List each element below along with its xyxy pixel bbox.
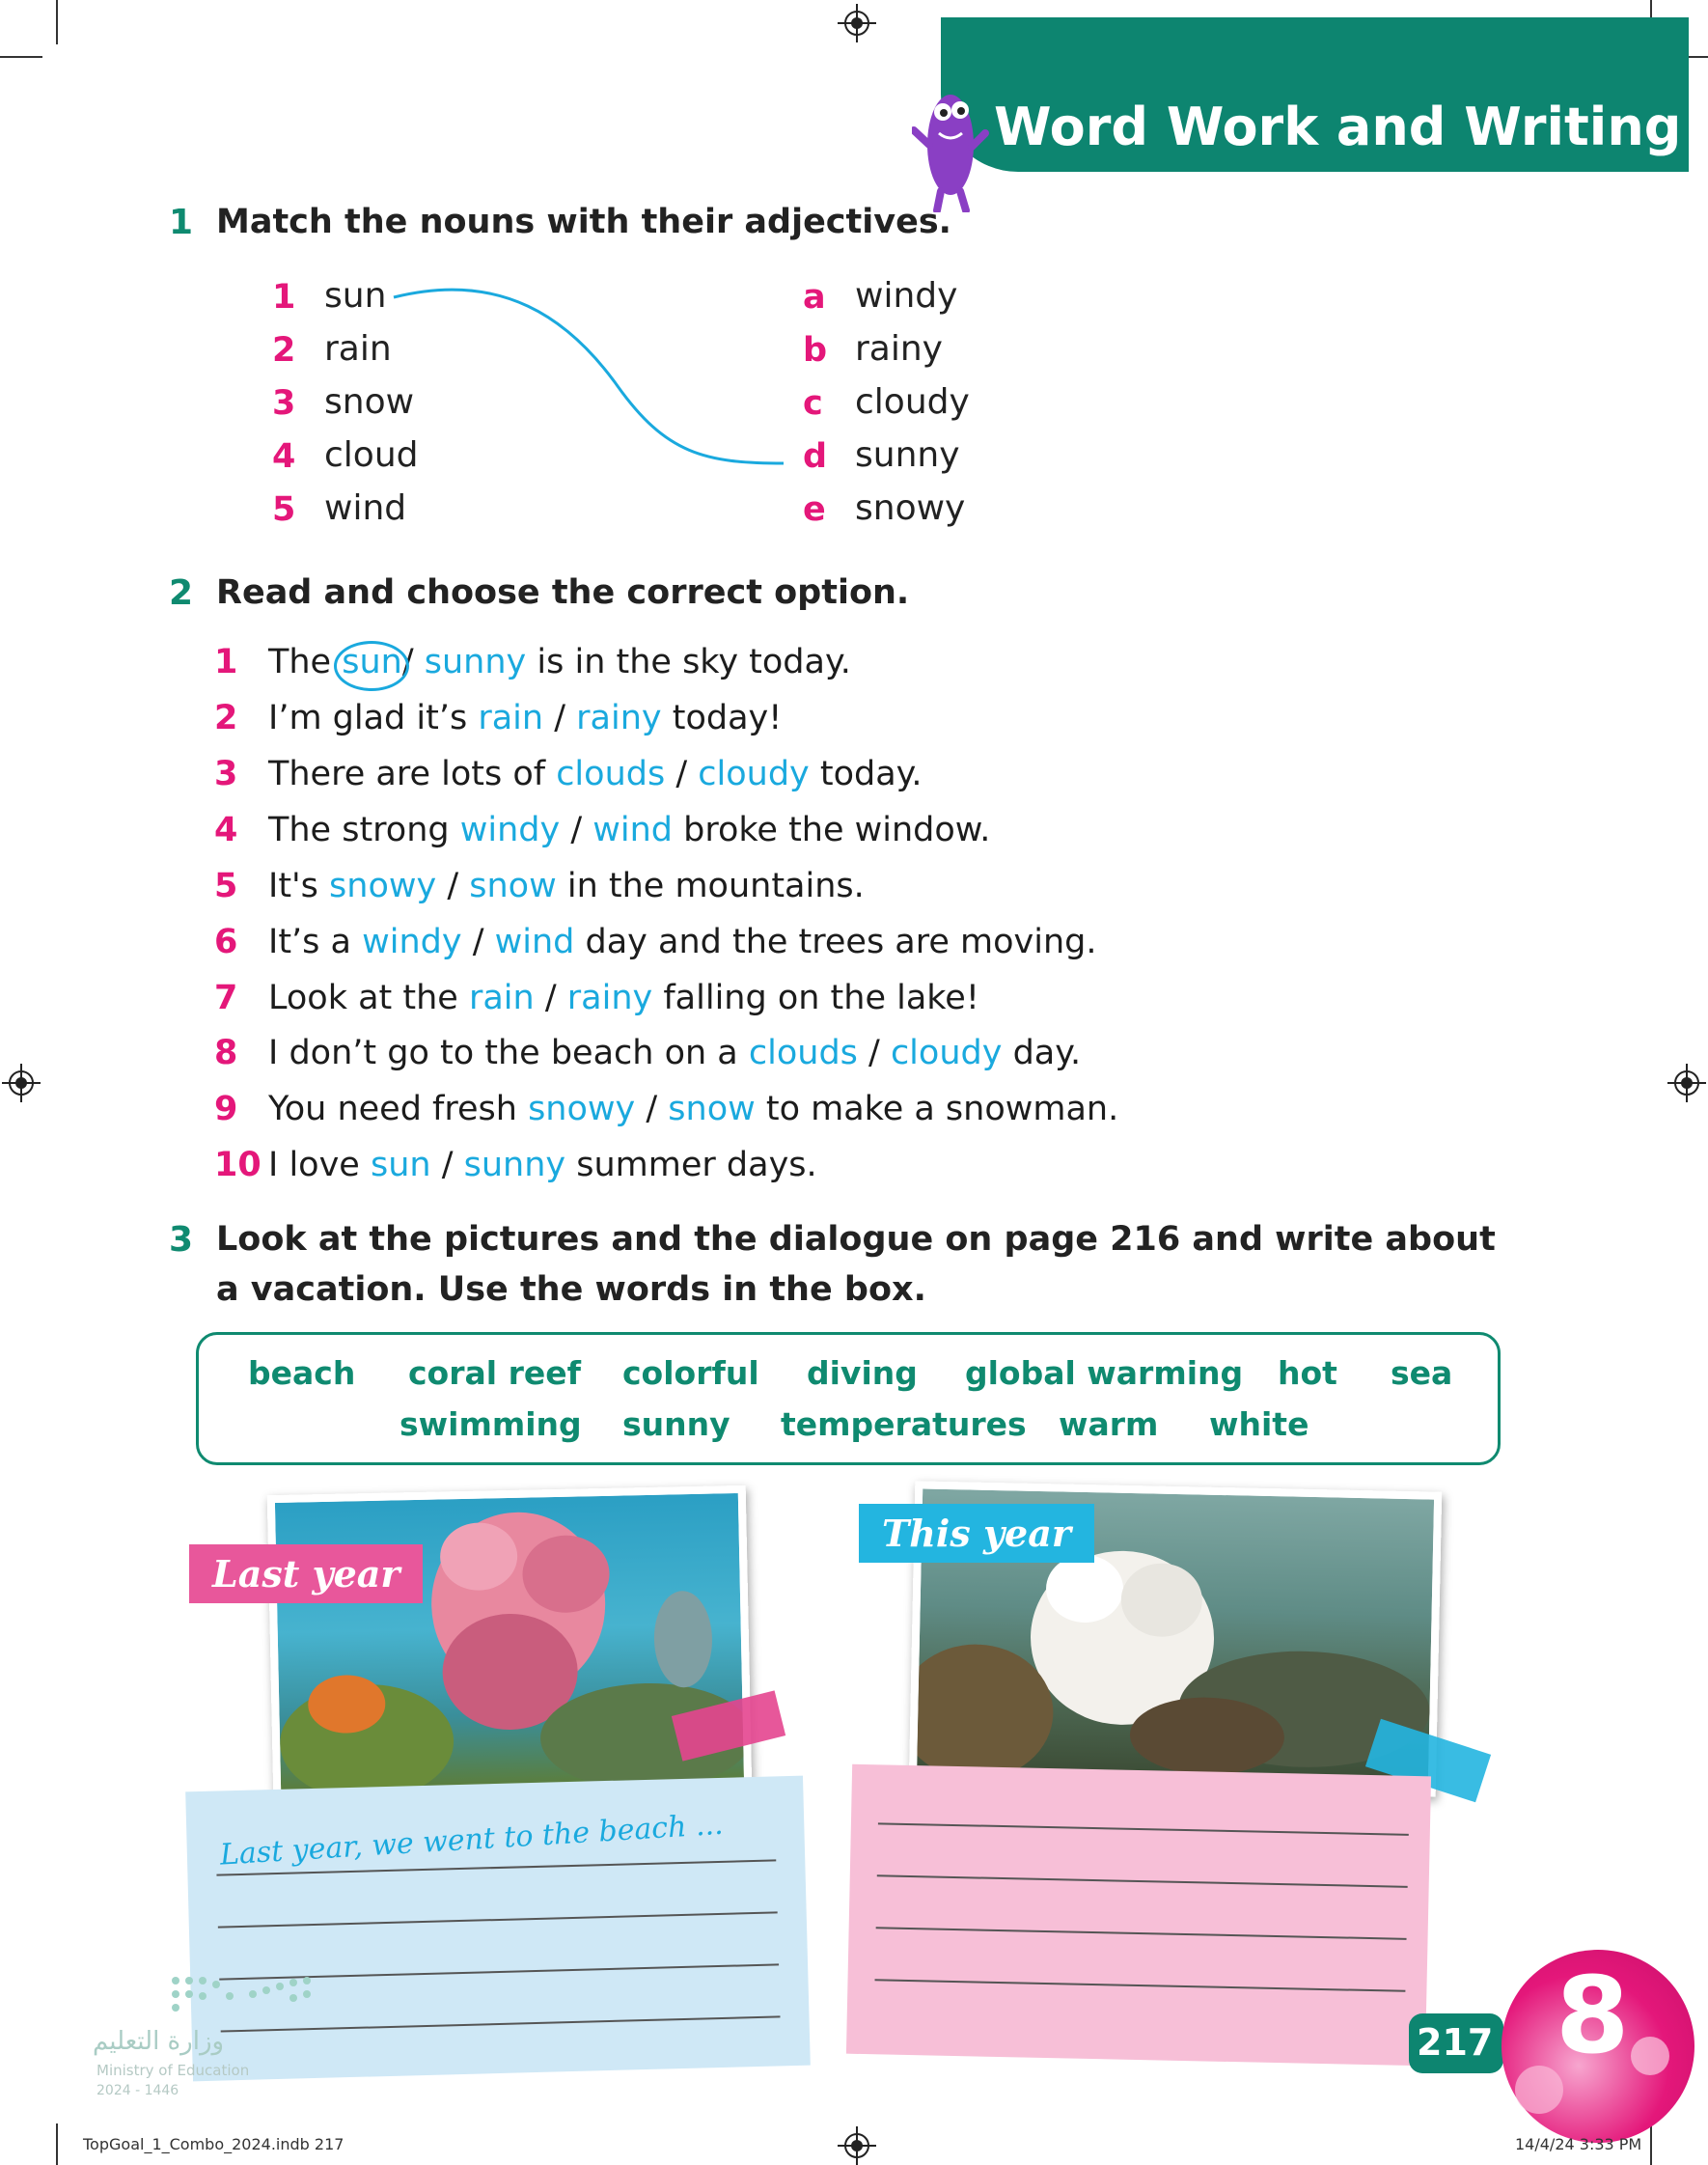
crop-mark — [1650, 2123, 1652, 2165]
adjective-word: sunny — [855, 435, 960, 475]
noun-word: sun — [324, 276, 387, 316]
question-text: It's — [268, 867, 330, 905]
answer-option[interactable]: cloudy — [698, 755, 810, 793]
question-number: 1 — [214, 643, 238, 681]
label-last-year: Last year — [189, 1544, 423, 1603]
question-number: 10 — [214, 1146, 262, 1184]
label-this-year: This year — [859, 1504, 1094, 1563]
question-row — [214, 1090, 1118, 1128]
word-box-item: sea — [1391, 1354, 1453, 1392]
question-row — [214, 1146, 817, 1184]
question-number: 6 — [214, 923, 238, 961]
word-box-item: temperatures — [781, 1405, 1027, 1443]
question-text: There are lots of — [268, 755, 557, 793]
question-text: You need fresh — [268, 1090, 529, 1128]
option-separator: / — [635, 1090, 669, 1128]
adjective-letter: b — [803, 331, 828, 370]
question-text: broke the window. — [673, 811, 991, 849]
exercise-number: 1 — [169, 203, 194, 242]
writing-paper-last-year — [185, 1776, 811, 2082]
question-row — [214, 643, 851, 681]
question-row — [214, 699, 782, 737]
word-box-item: diving — [807, 1354, 918, 1392]
question-text: to make a snowman. — [755, 1090, 1119, 1128]
question-text: Look at the — [268, 979, 469, 1017]
word-box-item: hot — [1278, 1354, 1337, 1392]
answer-option[interactable]: rainy — [576, 699, 662, 737]
option-separator: / — [665, 755, 699, 793]
writing-line — [877, 1874, 1408, 1888]
noun-word: cloud — [324, 435, 419, 475]
exercise-number: 3 — [169, 1220, 194, 1260]
question-text: today! — [661, 699, 783, 737]
question-number: 7 — [214, 979, 238, 1017]
registration-mark-icon — [838, 4, 876, 42]
writing-line — [218, 1911, 778, 1928]
photo-last-year — [267, 1485, 753, 1800]
exercise-instruction: Look at the pictures and the dialogue on page 216 and write about — [216, 1220, 1496, 1259]
adjective-word: windy — [855, 276, 958, 316]
noun-word: rain — [324, 329, 392, 369]
noun-word: snow — [324, 382, 415, 422]
page-number: 217 — [1417, 2021, 1494, 2064]
exercise-instruction: Read and choose the correct option. — [216, 573, 910, 612]
question-text: I’m glad it’s — [268, 699, 479, 737]
question-text: It’s a — [268, 923, 363, 961]
question-text: falling on the lake! — [652, 979, 979, 1017]
option-separator: / — [401, 643, 425, 681]
word-box-item: sunny — [622, 1405, 730, 1443]
answer-option[interactable]: clouds — [556, 755, 666, 793]
exercise-number: 2 — [169, 573, 194, 613]
question-text: summer days. — [565, 1146, 817, 1184]
answer-option[interactable]: cloudy — [890, 1034, 1003, 1072]
match-line-example — [386, 280, 801, 473]
option-separator: / — [560, 811, 593, 849]
question-number: 2 — [214, 699, 238, 737]
answer-option[interactable]: snow — [668, 1090, 756, 1128]
exercise-instruction: a vacation. Use the words in the box. — [216, 1270, 926, 1309]
noun-word: wind — [324, 488, 407, 528]
answer-option[interactable]: snowy — [528, 1090, 636, 1128]
crop-mark — [56, 0, 58, 44]
noun-number: 3 — [272, 384, 296, 423]
question-text: today. — [809, 755, 923, 793]
registration-mark-icon — [1667, 1064, 1706, 1102]
word-box-item: colorful — [622, 1354, 759, 1392]
word-box — [196, 1332, 1501, 1465]
page-title: Word Work and Writing — [994, 97, 1682, 157]
registration-mark-icon — [2, 1064, 41, 1102]
footer-filename: TopGoal_1_Combo_2024.indb 217 — [83, 2135, 344, 2153]
answer-option[interactable]: sun — [342, 643, 402, 681]
exercise-instruction: Match the nouns with their adjectives. — [216, 203, 951, 241]
adjective-letter: d — [803, 437, 828, 476]
word-box-item: white — [1209, 1405, 1309, 1443]
answer-option[interactable]: windy — [459, 811, 561, 849]
answer-option[interactable]: rainy — [566, 979, 653, 1017]
noun-number: 1 — [272, 278, 296, 317]
answer-option[interactable]: wind — [592, 811, 674, 849]
noun-number: 4 — [272, 437, 296, 476]
adjective-word: cloudy — [855, 382, 970, 422]
question-text: day and the trees are moving. — [574, 923, 1097, 961]
question-number: 5 — [214, 867, 238, 905]
question-text: I love — [268, 1146, 371, 1184]
answer-option[interactable]: clouds — [748, 1034, 858, 1072]
ministry-arabic-name: وزارة التعليم — [93, 2027, 225, 2056]
answer-circle-example — [334, 641, 409, 691]
option-separator: / — [534, 979, 567, 1017]
answer-option[interactable]: wind — [494, 923, 575, 961]
answer-option[interactable]: snow — [469, 867, 557, 905]
adjective-word: rainy — [855, 329, 943, 369]
word-box-item: warm — [1059, 1405, 1159, 1443]
writing-line — [878, 1822, 1409, 1836]
question-text: is in the sky today. — [526, 643, 851, 681]
question-number: 8 — [214, 1034, 238, 1072]
ministry-year: 2024 - 1446 — [96, 2083, 179, 2098]
question-text: in the mountains. — [556, 867, 865, 905]
writing-paper-this-year — [846, 1764, 1431, 2066]
answer-option[interactable]: rain — [478, 699, 544, 737]
unit-number: 8 — [1556, 1954, 1630, 2077]
ministry-english-name: Ministry of Education — [96, 2062, 250, 2079]
question-row — [214, 1034, 1081, 1072]
example-sentence: Last year, we went to the beach ... — [219, 1807, 725, 1873]
question-text: day. — [1002, 1034, 1082, 1072]
footer-date: 14/4/24 3:33 PM — [1515, 2135, 1642, 2153]
crop-mark — [0, 56, 42, 58]
question-text: I don’t go to the beach on a — [268, 1034, 749, 1072]
mascot-icon — [912, 77, 989, 212]
question-row — [214, 811, 990, 849]
question-number: 9 — [214, 1090, 238, 1128]
option-separator: / — [436, 867, 470, 905]
word-box-item: beach — [248, 1354, 356, 1392]
answer-option[interactable]: snowy — [329, 867, 437, 905]
question-row — [214, 867, 865, 905]
word-box-item: global warming — [965, 1354, 1244, 1392]
writing-line — [876, 1927, 1407, 1940]
colorful-coral-icon — [275, 1493, 744, 1792]
question-text: The — [268, 643, 343, 681]
option-separator: / — [857, 1034, 891, 1072]
option-separator: / — [543, 699, 577, 737]
writing-line — [875, 1979, 1406, 1992]
word-box-item: swimming — [399, 1405, 582, 1443]
noun-number: 5 — [272, 490, 296, 529]
question-row — [214, 755, 923, 793]
question-row — [214, 979, 979, 1017]
crop-mark — [56, 2123, 58, 2165]
adjective-letter: a — [803, 278, 826, 317]
answer-option[interactable]: sunny — [463, 1146, 566, 1184]
answer-option[interactable]: sunny — [424, 643, 527, 681]
adjective-letter: e — [803, 490, 826, 529]
question-text: The strong — [268, 811, 460, 849]
option-separator: / — [461, 923, 495, 961]
adjective-letter: c — [803, 384, 823, 423]
question-row — [214, 923, 1097, 961]
option-separator: / — [430, 1146, 464, 1184]
unit-bubble — [1631, 2037, 1669, 2075]
ministry-logo-icon — [166, 1971, 320, 2019]
noun-number: 2 — [272, 331, 296, 370]
answer-option[interactable]: windy — [362, 923, 462, 961]
answer-option[interactable]: sun — [370, 1146, 431, 1184]
question-number: 3 — [214, 755, 238, 793]
question-number: 4 — [214, 811, 238, 849]
registration-mark-icon — [838, 2126, 876, 2165]
adjective-word: snowy — [855, 488, 966, 528]
answer-option[interactable]: rain — [468, 979, 535, 1017]
word-box-item: coral reef — [408, 1354, 581, 1392]
